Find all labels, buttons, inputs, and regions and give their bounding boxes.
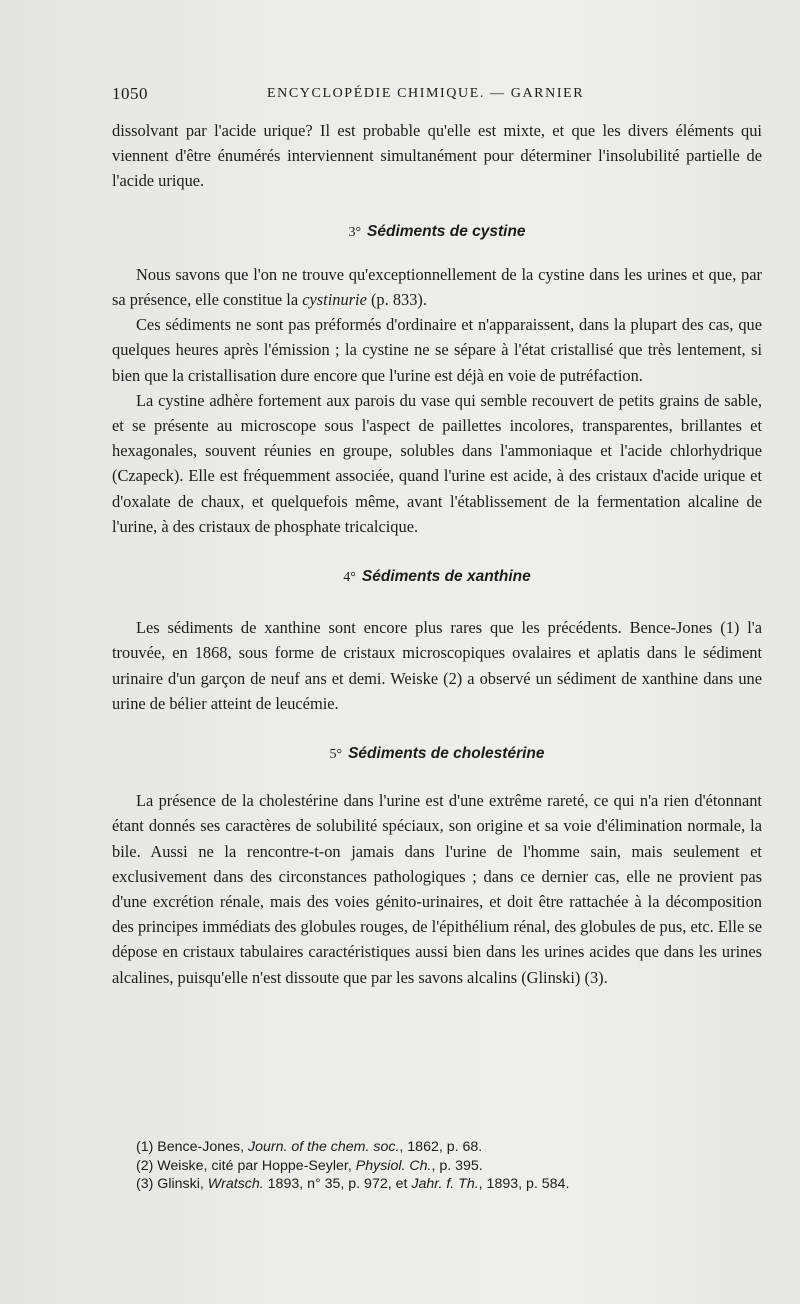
section-heading-cystine (112, 219, 762, 245)
text-run: Glinski, (153, 1176, 208, 1192)
section-number: 3° (348, 224, 362, 240)
intro-paragraph: dissolvant par l'acide urique? Il est probable qu'elle est mixte, et que les divers éléments qui viennent d'être énumérés interviennent simultanément pour déterminer l'insolubilité partielle de l'acide urique. (112, 121, 762, 191)
text-run: Weiske, cité par Hoppe-Seyler, (153, 1157, 356, 1174)
text-run: , 1862, p. 68. (399, 1139, 483, 1155)
section-heading-xanthine (112, 564, 762, 590)
paragraph: Ces sédiments ne sont pas préformés d'ordinaire et n'apparaissent, dans la plupart des cas, que quelques heures après l'émission ; la cystine ne se sépare à l'état cristallisé que très lentement, si bien que la cristallisation dure encore que l'urine est déjà en voie de putréfaction. (112, 315, 762, 385)
italic-title: Journ. of the chem. soc. (247, 1139, 400, 1155)
italic-title: Wratsch. (207, 1176, 264, 1192)
section-number: 4° (343, 570, 356, 586)
paragraph (112, 262, 762, 312)
footnote-marker: (2) (136, 1157, 154, 1174)
running-title: ENCYCLOPÉDIE CHIMIQUE. — GARNIER (267, 86, 585, 101)
text-run: 1893, n° 35, p. 972, et (263, 1176, 412, 1192)
text-run: , 1893, p. 584. (478, 1176, 570, 1192)
paragraph: La cystine adhère fortement aux parois du vase qui semble recouvert de petits grains de sable, et se présente au microscope sous l'aspect de paillettes incolores, transparentes, brillantes et hexagonales, souvent réunies en groupe, solubles dans l'ammoniaque et l'acide chlorhydrique (Czapeck). Elle est fréquemment associée, quand l'urine est acide, à des cristaux d'acide urique et d'oxalate de chaux, et quelquefois même, avant l'établissement de la fermentation alcaline de l'urine, à des cristaux de phosphate tricalcique. (112, 390, 762, 536)
page-number: 1050 (112, 84, 148, 103)
footnote (136, 1175, 756, 1194)
italic-title: Jahr. f. Th. (411, 1176, 479, 1192)
section-title: Sédiments de cystine (367, 222, 526, 240)
paragraph: La présence de la cholestérine dans l'urine est d'une extrême rareté, ce qui n'a rien d'étonnant étant donnés ses caractères de solubilité spéciaux, son origine et sa voie d'élimination normale, la bile. Aussi ne la rencontre-t-on jamais dans l'urine de l'homme sain, mais seulement et exclusivement dans des circonstances pathologiques ; dans ce dernier cas, elle ne provient pas d'une excrétion rénale, mais des voies génito-urinaires, et doit être rattachée à la décomposition des principes immédiats des globules rouges, de l'épithélium rénal, des globules de pus, etc. Elle se dépose en cristaux tabulaires caractéristiques aussi bien dans les urines acides que dans les urines alcalines, puisqu'elle n'est dissoute que par les savons alcalins (Glinski) (3). (112, 791, 762, 987)
footnote (136, 1138, 756, 1157)
body-text (112, 118, 762, 990)
running-head (112, 84, 760, 106)
footnotes (136, 1138, 756, 1194)
footnote-marker: (3) (136, 1176, 154, 1192)
text-run: , p. 395. (431, 1157, 483, 1174)
section-title: Sédiments de xanthine (361, 568, 531, 586)
paragraph: Les sédiments de xanthine sont encore plus rares que les précédents. Bence-Jones (1) l'a trouvée, en 1868, sous forme de cristaux microscopiques ovalaires et aplatis dans le sédiment urinaire d'un garçon de neuf ans et demi. Weiske (2) a observé un sédiment de xanthine dans une urine de bélier atteint de leucémie. (112, 618, 762, 713)
section-heading-cholesterine (112, 741, 762, 767)
italic-term: cystinurie (302, 290, 367, 310)
text-run: Bence-Jones, (153, 1139, 248, 1155)
footnote (136, 1157, 756, 1176)
text-run: Nous savons que l'on ne trouve qu'exceptionnellement de la cystine dans les urines et que, par sa présence, elle constitue la (112, 264, 762, 310)
footnote-marker: (1) (136, 1139, 154, 1155)
text-run: (p. 833). (366, 290, 427, 310)
section-number: 5° (329, 747, 343, 763)
italic-title: Physiol. Ch. (355, 1157, 432, 1174)
section-title: Sédiments de cholestérine (348, 745, 545, 763)
